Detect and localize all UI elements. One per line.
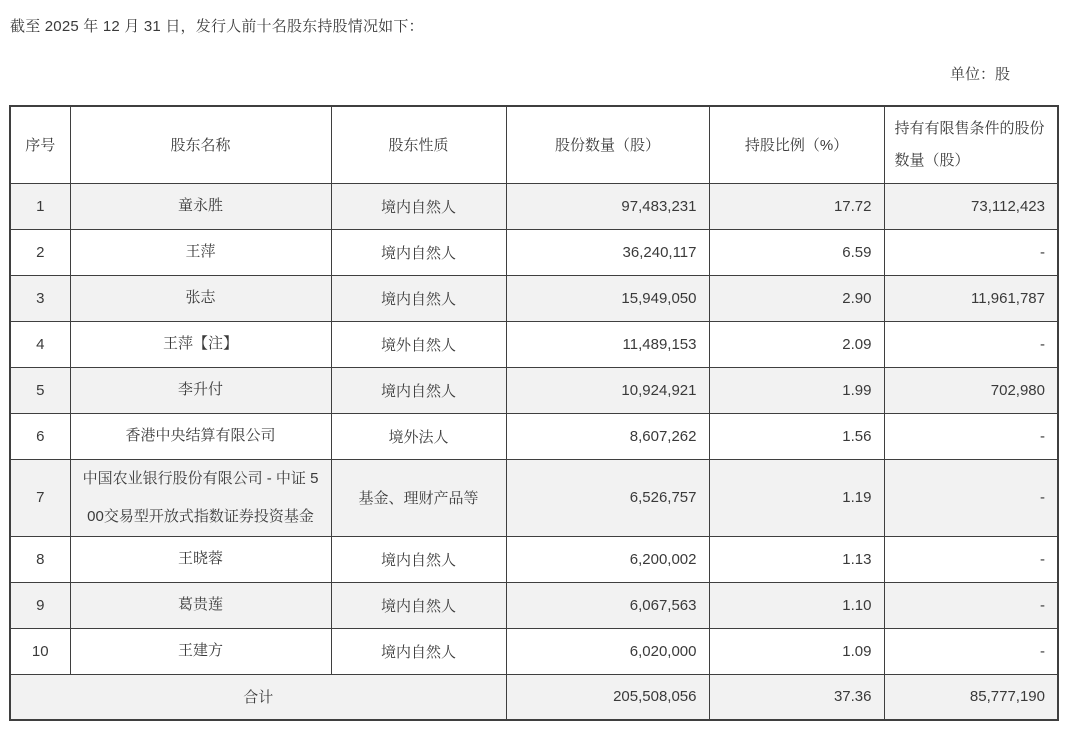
holding-ratio: 1.99: [709, 367, 884, 413]
restricted-share-count: 73,112,423: [884, 183, 1058, 229]
restricted-share-count: 11,961,787: [884, 275, 1058, 321]
row-seq: 5: [10, 367, 70, 413]
restricted-share-count: -: [884, 628, 1058, 674]
row-seq: 7: [10, 459, 70, 536]
shareholder-name: 葛贵莲: [70, 582, 331, 628]
share-count: 6,200,002: [506, 536, 709, 582]
shareholder-nature: 境内自然人: [331, 275, 506, 321]
row-seq: 9: [10, 582, 70, 628]
share-count: 8,607,262: [506, 413, 709, 459]
header-share-count: 股份数量（股）: [506, 106, 709, 183]
header-seq: 序号: [10, 106, 70, 183]
header-row: [10, 106, 1058, 183]
row-seq: 6: [10, 413, 70, 459]
shareholder-name: 童永胜: [70, 183, 331, 229]
total-restricted-share-count: 85,777,190: [884, 674, 1058, 720]
row-seq: 3: [10, 275, 70, 321]
table-row: [10, 367, 1058, 413]
restricted-share-count: -: [884, 321, 1058, 367]
total-label: 合计: [10, 674, 506, 720]
table-row: [10, 582, 1058, 628]
shareholder-nature: 境外法人: [331, 413, 506, 459]
table-row: [10, 229, 1058, 275]
row-seq: 10: [10, 628, 70, 674]
restricted-share-count: -: [884, 413, 1058, 459]
shareholder-name: 王晓蓉: [70, 536, 331, 582]
shareholder-name: 王建方: [70, 628, 331, 674]
table-row: [10, 536, 1058, 582]
shareholder-table-body: [10, 183, 1058, 674]
share-count: 36,240,117: [506, 229, 709, 275]
shareholder-nature: 境内自然人: [331, 582, 506, 628]
total-row: [10, 674, 1058, 720]
holding-ratio: 6.59: [709, 229, 884, 275]
row-seq: 8: [10, 536, 70, 582]
restricted-share-count: -: [884, 229, 1058, 275]
table-row: [10, 628, 1058, 674]
share-count: 6,067,563: [506, 582, 709, 628]
header-restricted-share-count: 持有有限售条件的股份数量（股）: [884, 106, 1058, 183]
shareholder-name: 王萍【注】: [70, 321, 331, 367]
restricted-share-count: -: [884, 582, 1058, 628]
share-count: 6,020,000: [506, 628, 709, 674]
header-holding-ratio: 持股比例（%）: [709, 106, 884, 183]
holding-ratio: 1.10: [709, 582, 884, 628]
shareholder-nature: 境内自然人: [331, 536, 506, 582]
row-seq: 1: [10, 183, 70, 229]
header-shareholder-name: 股东名称: [70, 106, 331, 183]
shareholder-name: 张志: [70, 275, 331, 321]
total-share-count: 205,508,056: [506, 674, 709, 720]
holding-ratio: 17.72: [709, 183, 884, 229]
shareholder-name: 李升付: [70, 367, 331, 413]
share-count: 6,526,757: [506, 459, 709, 536]
shareholder-name: 中国农业银行股份有限公司 - 中证 500交易型开放式指数证券投资基金: [70, 459, 331, 536]
holding-ratio: 2.09: [709, 321, 884, 367]
share-count: 10,924,921: [506, 367, 709, 413]
top-shareholders-table: [9, 105, 1059, 721]
share-count: 97,483,231: [506, 183, 709, 229]
unit-label: 单位：股: [949, 66, 1010, 83]
holding-ratio: 2.90: [709, 275, 884, 321]
row-seq: 4: [10, 321, 70, 367]
shareholder-name: 香港中央结算有限公司: [70, 413, 331, 459]
header-shareholder-nature: 股东性质: [331, 106, 506, 183]
table-row: [10, 183, 1058, 229]
shareholder-nature: 基金、理财产品等: [331, 459, 506, 536]
table-row: [10, 459, 1058, 536]
table-row: [10, 275, 1058, 321]
shareholder-nature: 境内自然人: [331, 628, 506, 674]
shareholder-nature: 境内自然人: [331, 367, 506, 413]
section-caption: 截至 2025 年 12 月 31 日，发行人前十名股东持股情况如下：: [10, 18, 424, 35]
restricted-share-count: -: [884, 536, 1058, 582]
table-header: [10, 106, 1058, 183]
shareholder-name: 王萍: [70, 229, 331, 275]
shareholder-nature: 境内自然人: [331, 183, 506, 229]
share-count: 11,489,153: [506, 321, 709, 367]
shareholder-nature: 境内自然人: [331, 229, 506, 275]
holding-ratio: 1.56: [709, 413, 884, 459]
holding-ratio: 1.13: [709, 536, 884, 582]
row-seq: 2: [10, 229, 70, 275]
restricted-share-count: 702,980: [884, 367, 1058, 413]
table-row: [10, 413, 1058, 459]
restricted-share-count: -: [884, 459, 1058, 536]
total-holding-ratio: 37.36: [709, 674, 884, 720]
holding-ratio: 1.09: [709, 628, 884, 674]
share-count: 15,949,050: [506, 275, 709, 321]
holding-ratio: 1.19: [709, 459, 884, 536]
shareholder-nature: 境外自然人: [331, 321, 506, 367]
table-row: [10, 321, 1058, 367]
table-footer: [10, 674, 1058, 720]
